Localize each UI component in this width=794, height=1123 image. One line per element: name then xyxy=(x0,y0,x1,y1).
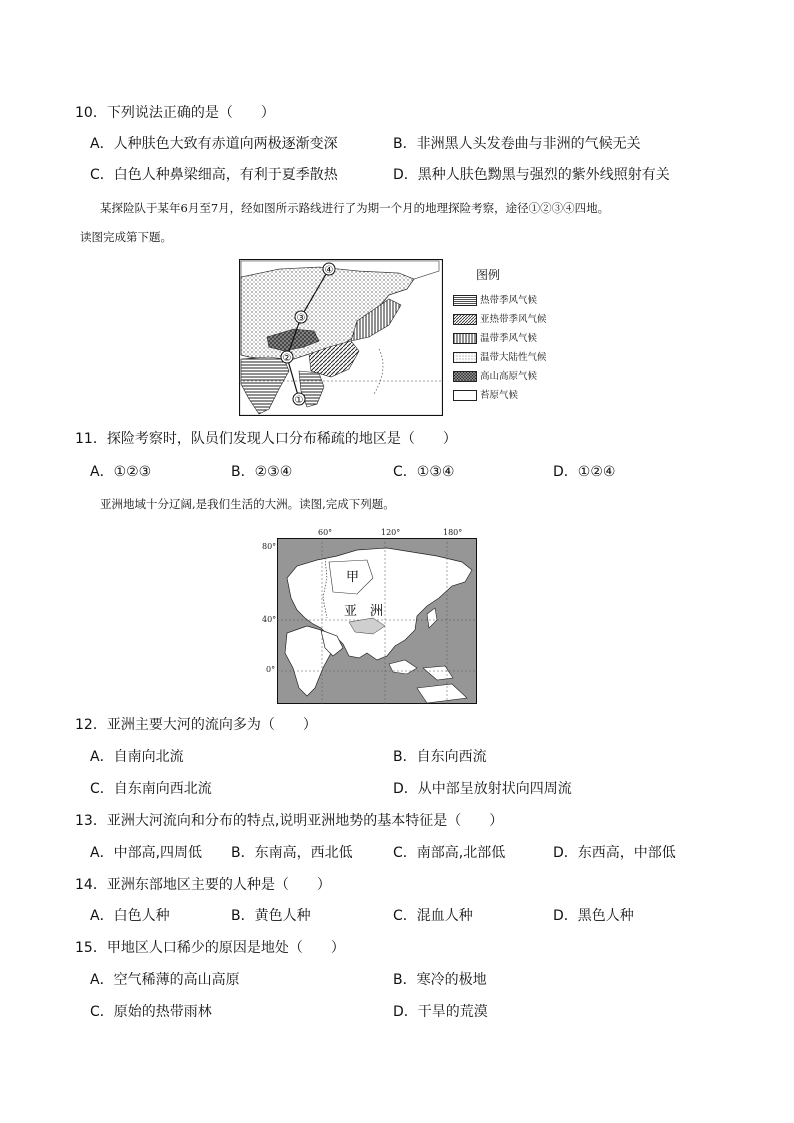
q11-option-c: C．①③④ xyxy=(393,464,455,480)
legend-subtropical-monsoon xyxy=(453,314,547,326)
lon-label-120: 120° xyxy=(381,528,401,537)
route-point-4: ④ xyxy=(324,265,334,276)
legend-label: 亚热带季风气候 xyxy=(480,314,547,325)
legend-temperate-continental xyxy=(453,352,547,364)
legend-label: 高山高原气候 xyxy=(480,371,538,382)
q14-option-c: C．混血人种 xyxy=(393,908,473,924)
vertical-hatch-icon xyxy=(453,333,477,344)
q14-option-d: D．黑色人种 xyxy=(553,908,634,924)
q11-option-a: A．①②③ xyxy=(90,464,152,480)
q14-option-b: B．黄色人种 xyxy=(231,908,311,924)
q10-option-d: D．黑种人肤色黝黑与强烈的紫外线照射有关 xyxy=(393,167,670,183)
legend-temperate-monsoon xyxy=(453,333,537,345)
q12-option-d: D．从中部呈放射状向四周流 xyxy=(393,781,572,797)
q10-option-a: A．人种肤色大致有赤道向两极逐渐变深 xyxy=(90,136,338,152)
lat-label-40: 40° xyxy=(262,615,277,624)
blank-icon xyxy=(453,390,477,401)
q11-option-d: D．①②④ xyxy=(553,464,616,480)
q10-stem: 10．下列说法正确的是（ ） xyxy=(75,105,275,121)
q12-option-a: A．自南向北流 xyxy=(90,749,184,765)
legend-label: 温带大陆性气候 xyxy=(480,352,547,363)
route-point-1: ① xyxy=(294,395,304,406)
q15-option-d: D．干旱的荒漠 xyxy=(393,1004,488,1020)
q10-option-c: C．白色人种鼻梁细高，有利于夏季散热 xyxy=(90,167,338,183)
q15-option-a: A．空气稀薄的高山高原 xyxy=(90,972,240,988)
q12-option-c: C．自东南向西北流 xyxy=(90,781,212,797)
cross-hatch-icon xyxy=(453,371,477,382)
asia-label: 亚 洲 xyxy=(344,604,384,619)
legend-highland xyxy=(453,371,537,383)
q15-stem: 15．甲地区人口稀少的原因是地处（ ） xyxy=(75,940,345,956)
region-jia-label: 甲 xyxy=(346,570,360,585)
q13-option-a: A．中部高,四周低 xyxy=(90,845,203,861)
asia-map xyxy=(260,528,480,704)
q14-option-a: A．白色人种 xyxy=(90,908,170,924)
q13-option-d: D．东西高，中部低 xyxy=(553,845,676,861)
lon-label-180: 180° xyxy=(443,528,463,537)
q13-stem: 13．亚洲大河流向和分布的特点,说明亚洲地势的基本特征是（ ） xyxy=(75,813,504,829)
intro-1-line2: 读图完成第下题。 xyxy=(80,230,172,244)
route-point-2: ② xyxy=(282,353,292,364)
diagonal-hatch-icon xyxy=(453,314,477,325)
q11-option-b: B．②③④ xyxy=(231,464,293,480)
q15-option-c: C．原始的热带雨林 xyxy=(90,1004,212,1020)
legend-tropical-monsoon xyxy=(453,295,537,307)
legend-title: 图例 xyxy=(476,268,501,282)
q12-option-b: B．自东向西流 xyxy=(393,749,487,765)
q13-option-b: B．东南高，西北低 xyxy=(231,845,353,861)
fine-dots-icon xyxy=(453,352,477,363)
q15-option-b: B．寒冷的极地 xyxy=(393,972,487,988)
q13-option-c: C．南部高,北部低 xyxy=(393,845,506,861)
route-point-3: ③ xyxy=(296,313,306,324)
lat-label-0: 0° xyxy=(266,665,276,674)
q11-stem: 11．探险考察时，队员们发现人口分布稀疏的地区是（ ） xyxy=(75,431,457,447)
legend-label: 热带季风气候 xyxy=(480,295,538,306)
horizontal-hatch-icon xyxy=(453,295,477,306)
legend-label: 温带季风气候 xyxy=(480,333,538,344)
lat-label-80: 80° xyxy=(262,542,277,551)
q10-option-b: B．非洲黑人头发卷曲与非洲的气候无关 xyxy=(393,136,641,152)
legend-label: 苔原气候 xyxy=(480,390,519,401)
intro-1-line1: 某探险队于某年6月至7月，经如图所示路线进行了为期一个月的地理探险考察，途径①②③④四地。 xyxy=(100,201,610,215)
climate-route-map xyxy=(239,259,443,416)
q12-stem: 12．亚洲主要大河的流向多为（ ） xyxy=(75,717,317,733)
legend-tundra xyxy=(453,390,518,402)
q14-stem: 14．亚洲东部地区主要的人种是（ ） xyxy=(75,877,331,893)
lon-label-60: 60° xyxy=(318,528,333,537)
intro-2: 亚洲地域十分辽阔,是我们生活的大洲。读图,完成下列题。 xyxy=(100,497,395,511)
